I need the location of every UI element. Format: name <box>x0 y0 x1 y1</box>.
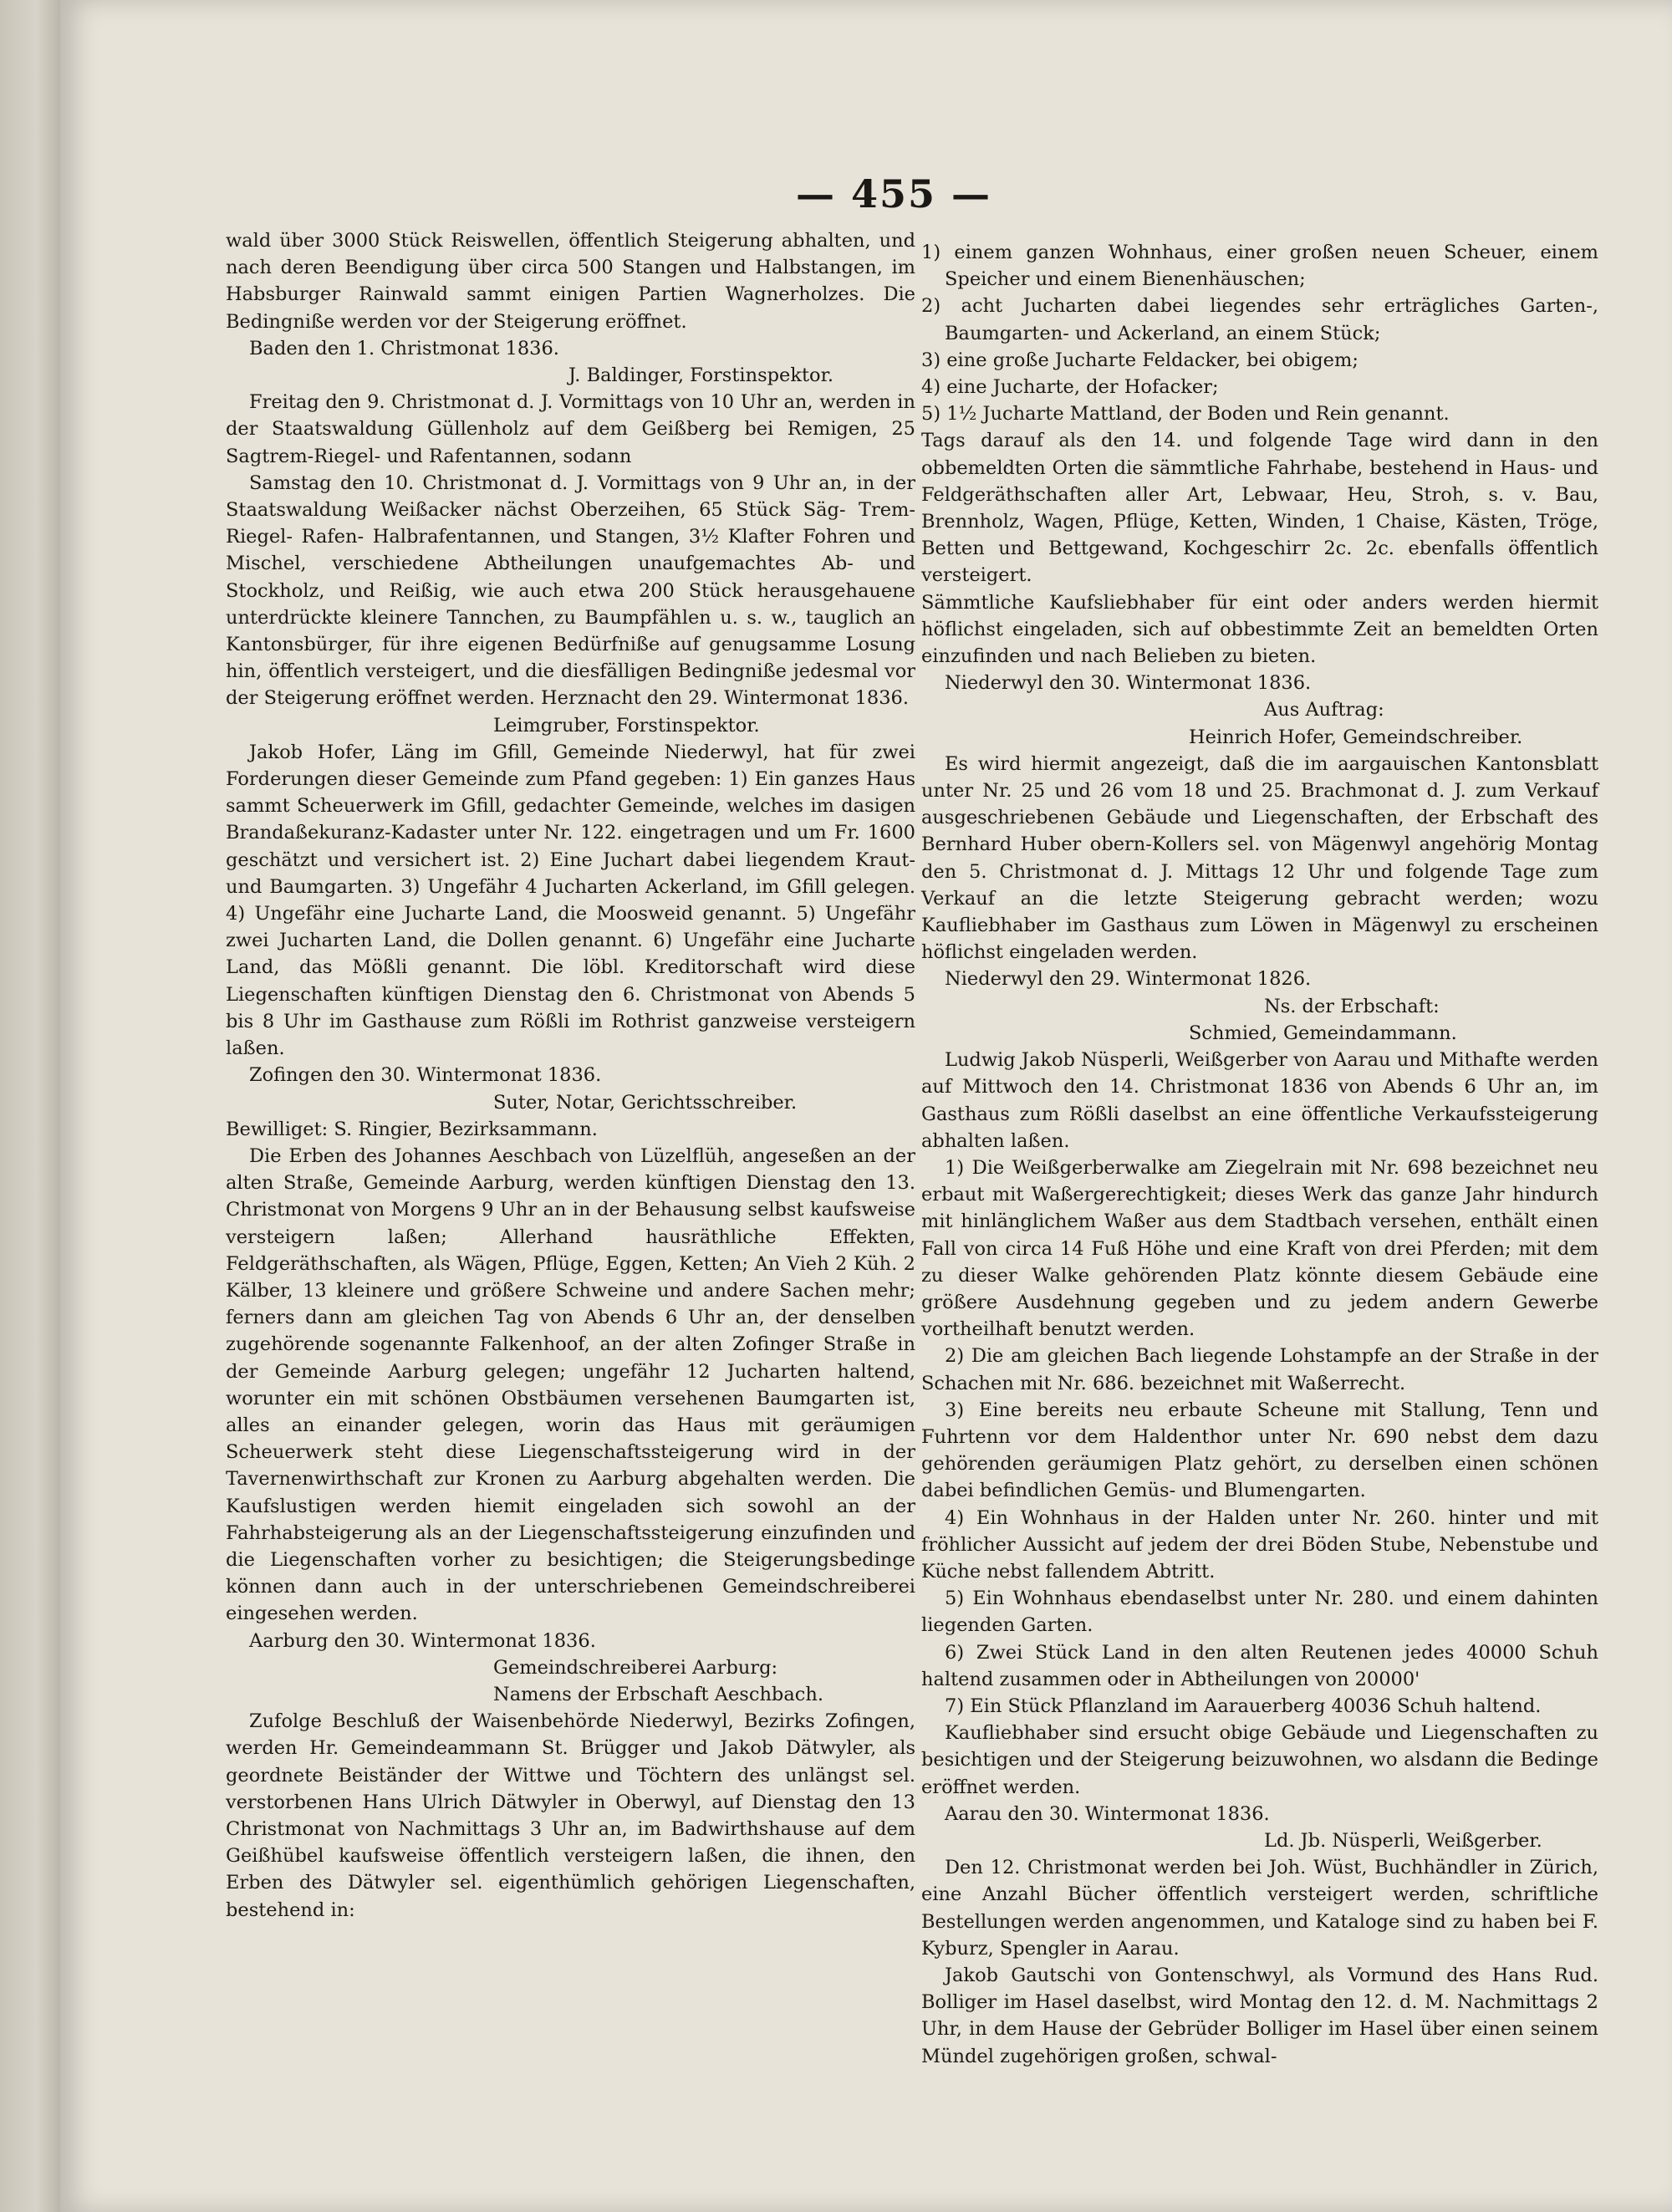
list-item: 2) acht Jucharten dabei liegendes sehr erträgliches Garten-, Baumgarten- und Ackerland, an einem Stück; <box>921 295 1598 344</box>
text-line: Bewilliget: S. Ringier, Bezirksammann. <box>226 1118 598 1140</box>
text-line: Niederwyl den 30. Wintermonat 1836. <box>945 672 1312 695</box>
paragraph: 6) Zwei Stück Land in den alten Reutenen jedes 40000 Schuh haltend zusammen oder in Abtheilungen von 20000' <box>921 1641 1598 1690</box>
paragraph: Es wird hiermit angezeigt, daß die im aargauischen Kantonsblatt unter Nr. 25 und 26 vom 18 und 25. Brachmonat d. J. zum Verkauf ausgeschriebenen Gebäude und Liegenschaften, der Erbschaft des Bernhard Huber obern-Kollers sel. von Mägenwyl angehörig Montag den 5. Christmonat d. J. Mittags 12 Uhr und folgende Tage zum Verkauf an die letzte Steigerung gebracht werden; wozu Kaufliebhaber im Gasthaus zum Löwen in Mägenwyl zu erscheinen höflichst eingeladen werden. <box>921 752 1598 964</box>
paragraph: 1) Die Weißgerberwalke am Ziegelrain mit Nr. 698 bezeichnet neu erbaut mit Waßergerechtigkeit; dieses Werk das ganze Jahr hindurch mit hinlänglichem Waßer aus dem Stadtbach versehen, enthält einen Fall von circa 14 Fuß Höhe und eine Kraft von drei Pferden; mit dem zu dieser Walke gehörenden Platz könnte diesem Gebäude eine größere Ausdehnung gegeben und zu jedem andern Gewerbe vortheilhaft benutzt werden. <box>921 1156 1598 1341</box>
property-list <box>921 239 1598 427</box>
paragraph: Jakob Gautschi von Gontenschwyl, als Vormund des Hans Rud. Bolliger im Hasel daselbst, wird Montag den 12. d. M. Nachmittags 2 Uhr, in dem Hause der Gebrüder Bolliger im Hasel über einen seinem Mündel zugehörigen großen, schwal- <box>921 1965 1598 2067</box>
paragraph: 3) Eine bereits neu erbaute Scheune mit Stallung, Tenn und Fuhrtenn vor dem Haldenthor unter Nr. 690 nebst dem dazu gehörenden geräumigen Platz gehört, zu derselben einen schönen dabei befindlichen Gemüs- und Blumengarten. <box>921 1399 1598 1502</box>
text-line: Heinrich Hofer, Gemeindschreiber. <box>1189 726 1523 748</box>
text-line: Aus Auftrag: <box>1264 699 1384 721</box>
paragraph: Kaufliebhaber sind ersucht obige Gebäude und Liegenschaften zu besichtigen und der Steigerung beizuwohnen, wo alsdann die Bedinge eröffnet werden. <box>921 1722 1598 1798</box>
newspaper-page <box>60 0 1672 2212</box>
paragraph: Den 12. Christmonat werden bei Joh. Wüst, Buchhändler in Zürich, eine Anzahl Bücher öffentlich versteigert werden, schriftliche Bestellungen werden angenommen, und Kataloge sind zu haben bei F. Kyburz, Spengler in Aarau. <box>921 1857 1598 1960</box>
paragraph: Tags darauf als den 14. und folgende Tage wird dann in den obbemeldten Orten die sämmtliche Fahrhabe, bestehend in Haus- und Feldgeräthschaften aller Art, Lebwaar, Heu, Stroh, s. v. Bau, Brennholz, Wagen, Pflüge, Ketten, Winden, 1 Chaise, Kästen, Tröge, Betten und Bettgewand, Kochgeschirr 2c. 2c. ebenfalls öffentlich versteigert. <box>921 430 1598 587</box>
list-item: 1) einem ganzen Wohnhaus, einer großen neuen Scheuer, einem Speicher und einem Bienenhäuschen; <box>921 242 1598 291</box>
text-line: Zofingen den 30. Wintermonat 1836. <box>249 1064 602 1087</box>
paragraph: Sämmtliche Kaufsliebhaber für eint oder anders werden hiermit höflichst eingeladen, sich auf obbestimmte Zeit an bemeldten Orten einzufinden und nach Belieben zu bieten. <box>921 591 1598 668</box>
paragraph: 4) Ein Wohnhaus in der Halden unter Nr. 260. hinter und mit fröhlicher Aussicht auf jedem der drei Böden Stube, Nebenstube und Küche nebst fallendem Abtritt. <box>921 1506 1598 1583</box>
text-line: Baden den 1. Christmonat 1836. <box>249 337 559 359</box>
previous-page-edge <box>0 0 60 2212</box>
page-number: — 455 — <box>796 171 992 217</box>
paragraph: Samstag den 10. Christmonat d. J. Vormittags von 9 Uhr an, in der Staatswaldung Weißacker nächst Oberzeihen, 65 Stück Säg- Trem- Riegel- Rafen- Halbrafentannen, und Stangen, 3½ Klafter Fohren und Mischel, verschiedene Abtheilungen unaufgemachtes Ab- und Stockholz, und Reißig, wie auch etwa 200 Stück herausgehauene unterdrückte kleinere Tannchen, zu Baumpfählen u. s. w., tauglich an Kantonsbürger, für ihre eigenen Bedürfniße auf genugsamme Losung hin, öffentlich versteigert, und die diesfälligen Bedingniße jedesmal vor der Steigerung eröffnet werden. Herznacht den 29. Wintermonat 1836. <box>226 471 915 710</box>
text-line: Ns. der Erbschaft: <box>1264 995 1440 1017</box>
paragraph: wald über 3000 Stück Reiswellen, öffentlich Steigerung abhalten, und nach deren Beendigung über circa 500 Stangen und Halbstangen, im Habsburger Rainwald sammt einigen Partien Wagnerholzes. Die Bedingniße werden vor der Steigerung eröffnet. <box>226 230 915 333</box>
paragraph: Die Erben des Johannes Aeschbach von Lüzelflüh, angeseßen an der alten Straße, Gemeinde Aarburg, werden künftigen Dienstag den 13. Christmonat von Morgens 9 Uhr an in der Behausung selbst kaufsweise versteigern laßen; Allerhand hausräthliche Effekten, Feldgeräthschaften, als Wägen, Pflüge, Eggen, Ketten; An Vieh 2 Küh. 2 Kälber, 13 kleinere und größere Schweine und andere Sachen mehr; ferners dann am gleichen Tag von Abends 6 Uhr an, der denselben zugehörende sogenannte Falkenhoof, an der alten Zofinger Straße in der Gemeinde Aarburg gelegen; ungefähr 12 Jucharten haltend, worunter ein mit schönen Obstbäumen versehenen Baumgarten ist, alles an einander gelegen, worin das Haus mit geräumigen Scheuerwerk steht diese Liegenschaftssteigerung wird in der Tavernenwirthschaft zur Kronen zu Aarburg abgehalten werden. Die Kaufslustigen werden hiemit eingeladen sich sowohl an der Fahrhabsteigerung als an der Liegenschaftssteigerung einzufinden und die Liegenschaften vorher zu besichtigen; die Steigerungsbedinge können dann auch in der unterschriebenen Gemeindschreiberei eingesehen werden. <box>226 1144 915 1625</box>
right-column-body <box>921 427 1598 2069</box>
paragraph: Ludwig Jakob Nüsperli, Weißgerber von Aarau und Mithafte werden auf Mittwoch den 14. Christmonat 1836 von Abends 6 Uhr an, im Gasthaus zum Rößli daselbst an eine öffentliche Verkaufssteigerung abhalten laßen. <box>921 1049 1598 1152</box>
paragraph: Freitag den 9. Christmonat d. J. Vormittags von 10 Uhr an, werden in der Staatswaldung Güllenholz auf dem Geißberg bei Remigen, 25 Sagtrem-Riegel- und Rafentannen, sodann <box>226 391 915 467</box>
text-line: Suter, Notar, Gerichtsschreiber. <box>493 1091 798 1114</box>
list-item: 3) eine große Jucharte Feldacker, bei obigem; <box>921 349 1358 371</box>
text-line: Aarau den 30. Wintermonat 1836. <box>945 1802 1270 1825</box>
list-item: 5) 1½ Jucharte Mattland, der Boden und Rein genannt. <box>921 403 1450 426</box>
paragraph: Jakob Hofer, Läng im Gfill, Gemeinde Niederwyl, hat für zwei Forderungen dieser Gemeinde zum Pfand gegeben: 1) Ein ganzes Haus sammt Scheuerwerk im Gfill, gedachter Gemeinde, welches im dasigen Brandaßekuranz-Kadaster unter Nr. 122. eingetragen und um Fr. 1600 geschätzt und versichert ist. 2) Eine Juchart dabei liegendem Kraut- und Baumgarten. 3) Ungefähr 4 Jucharten Ackerland, im Gfill gelegen. 4) Ungefähr eine Jucharte Land, die Moosweid genannt. 5) Ungefähr zwei Jucharten Land, die Dollen genannt. 6) Ungefähr eine Jucharte Land, das Mößli genannt. Die löbl. Kreditorschaft wird diese Liegenschaften künftigen Dienstag den 6. Christmonat von Abends 5 bis 8 Uhr im Gasthause zum Rößli im Rothrist ganzweise versteigern laßen. <box>226 741 915 1060</box>
text-line: Schmied, Gemeindammann. <box>1189 1022 1457 1044</box>
paragraph: Zufolge Beschluß der Waisenbehörde Niederwyl, Bezirks Zofingen, werden Hr. Gemeindeammann St. Brügger und Jakob Dätwyler, als geordnete Beiständer der Wittwe und Töchtern des unlängst sel. verstorbenen Hans Ulrich Dätwyler in Oberwyl, auf Dienstag den 13 Christmonat von Nachmittags 3 Uhr an, im Badwirthshause auf dem Geißhübel kaufsweise öffentlich versteigern laßen, die ihnen, den Erben des Dätwyler sel. eigenthümlich gehörigen Liegenschaften, bestehend in: <box>226 1710 915 1921</box>
text-line: Gemeindschreiberei Aarburg: <box>493 1656 778 1679</box>
text-line: Niederwyl den 29. Wintermonat 1826. <box>945 968 1312 991</box>
text-line: Aarburg den 30. Wintermonat 1836. <box>249 1629 596 1652</box>
left-column <box>226 227 915 1924</box>
text-line: Leimgruber, Forstinspektor. <box>493 714 760 736</box>
right-column <box>921 239 1598 2070</box>
text-line: Namens der Erbschaft Aeschbach. <box>493 1683 823 1705</box>
list-item: 4) eine Jucharte, der Hofacker; <box>921 376 1219 399</box>
text-line: Ld. Jb. Nüsperli, Weißgerber. <box>1264 1829 1542 1852</box>
paragraph: 7) Ein Stück Pflanzland im Aarauerberg 40036 Schuh haltend. <box>945 1695 1542 1717</box>
paragraph: 5) Ein Wohnhaus ebendaselbst unter Nr. 280. und einem dahinten liegenden Garten. <box>921 1588 1598 1637</box>
paragraph: 2) Die am gleichen Bach liegende Lohstampfe an der Straße in der Schachen mit Nr. 686. bezeichnet mit Waßerrecht. <box>921 1345 1598 1394</box>
text-line: J. Baldinger, Forstinspektor. <box>568 364 833 387</box>
